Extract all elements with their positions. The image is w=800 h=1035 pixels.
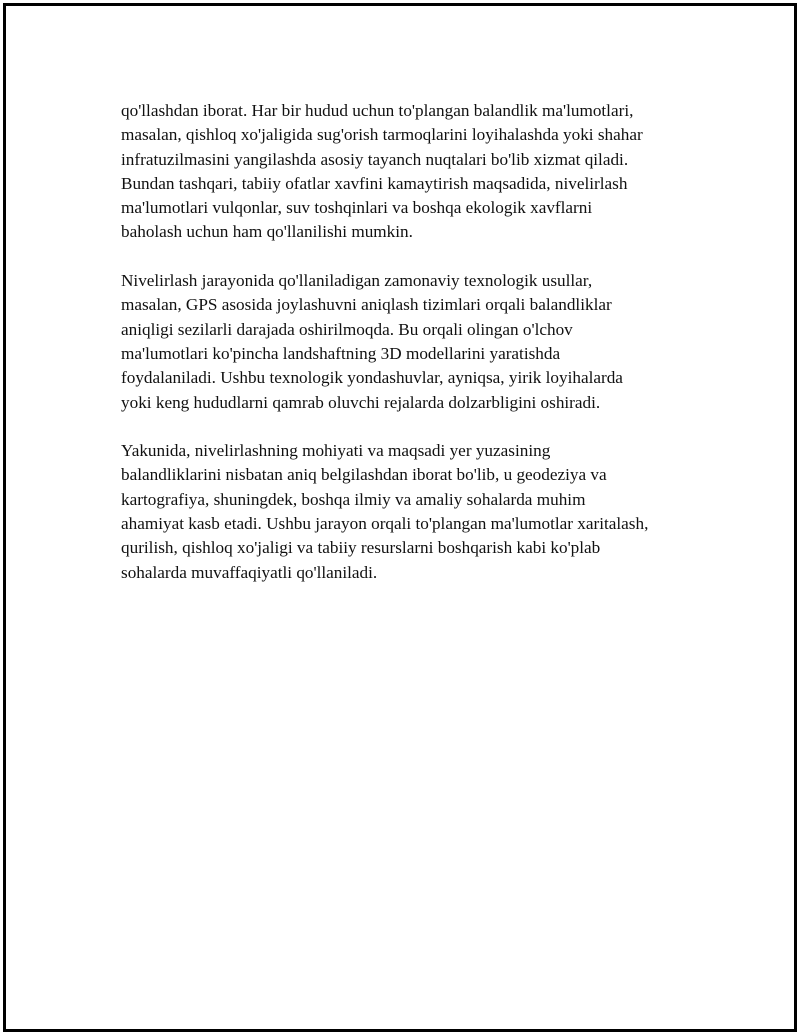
paragraph-1 [121, 99, 711, 245]
text-line: masalan, qishloq xo'jaligida sug'orish tarmoqlarini loyihalashda yoki shahar [121, 125, 643, 145]
text-line: baholash uchun ham qo'llanilishi mumkin. [121, 222, 413, 242]
text-line: sohalarda muvaffaqiyatli qo'llaniladi. [121, 562, 378, 582]
text-line: masalan, GPS asosida joylashuvni aniqlash tizimlari orqali balandliklar [121, 295, 612, 315]
text-line: kartografiya, shuningdek, boshqa ilmiy va amaliy sohalarda muhim [121, 489, 586, 509]
paragraph-2 [121, 269, 711, 415]
text-line: balandliklarini nisbatan aniq belgilashdan iborat bo'lib, u geodeziya va [121, 465, 607, 485]
text-line: ahamiyat kasb etadi. Ushbu jarayon orqali to'plangan ma'lumotlar xaritalash, [121, 514, 649, 534]
text-line: Nivelirlash jarayonida qo'llaniladigan zamonaviy texnologik usullar, [121, 271, 593, 291]
text-line: qurilish, qishloq xo'jaligi va tabiiy resurslarni boshqarish kabi ko'plab [121, 538, 601, 558]
text-line: qo'llashdan iborat. Har bir hudud uchun to'plangan balandlik ma'lumotlari, [121, 101, 634, 120]
text-line: infratuzilmasini yangilashda asosiy tayanch nuqtalari bo'lib xizmat qiladi. [121, 149, 629, 169]
text-line: foydalaniladi. Ushbu texnologik yondashuvlar, ayniqsa, yirik loyihalarda [121, 368, 623, 388]
document-body [121, 99, 711, 609]
text-line: ma'lumotlari vulqonlar, suv toshqinlari va boshqa ekologik xavflarni [121, 198, 593, 218]
paragraph-3 [121, 439, 711, 585]
text-line: yoki keng hududlarni qamrab oluvchi rejalarda dolzarbligini oshiradi. [121, 392, 601, 412]
text-line: Bundan tashqari, tabiiy ofatlar xavfini kamaytirish maqsadida, nivelirlash [121, 173, 628, 193]
document-page [3, 3, 797, 1032]
text-line: ma'lumotlari ko'pincha landshaftning 3D modellarini yaratishda [121, 343, 561, 363]
text-line: aniqligi sezilarli darajada oshirilmoqda. Bu orqali olingan o'lchov [121, 319, 573, 339]
text-line: Yakunida, nivelirlashning mohiyati va maqsadi yer yuzasining [121, 441, 551, 461]
